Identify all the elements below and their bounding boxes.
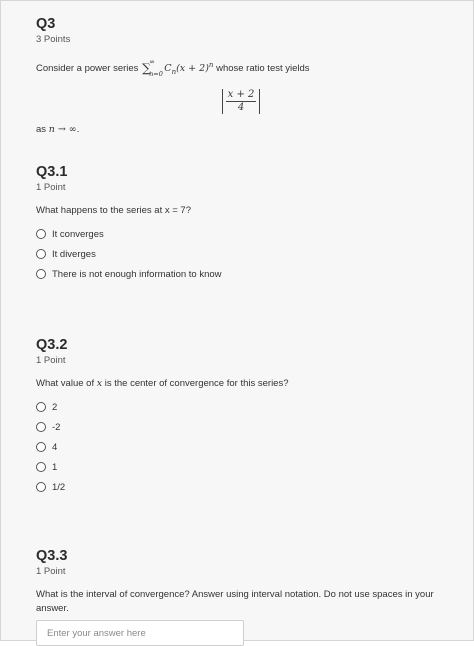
q3-1-option[interactable]: [36, 264, 446, 284]
option-label: 4: [52, 441, 58, 453]
sigma-symbol: ∑: [142, 60, 151, 75]
radio-button[interactable]: [36, 462, 46, 472]
q3-intro-prefix: Consider a power series: [36, 63, 139, 75]
limit-prefix: as: [36, 124, 47, 136]
option-label: 1: [52, 461, 58, 473]
q3-2-question-var: x: [96, 378, 103, 390]
q3-2-title: Q3.2: [36, 337, 68, 354]
option-label: It diverges: [52, 248, 96, 260]
series-pow: n: [208, 61, 214, 69]
q3-1-options: [36, 224, 446, 284]
option-label: There is not enough information to know: [52, 268, 222, 280]
radio-button[interactable]: [36, 229, 46, 239]
q3-2-section: [36, 336, 446, 497]
series-term: [164, 61, 214, 77]
radio-button[interactable]: [36, 482, 46, 492]
radio-button[interactable]: [36, 422, 46, 432]
q3-points: 3 Points: [36, 34, 71, 45]
q3-intro-suffix: whose ratio test yields: [216, 63, 310, 75]
series-term-sub: n: [171, 68, 177, 77]
option-label: -2: [52, 421, 61, 433]
q3-2-option[interactable]: [36, 437, 446, 457]
option-label: 1/2: [52, 481, 66, 493]
q3-1-section: [36, 163, 446, 284]
q3-2-options: [36, 397, 446, 497]
q3-1-option[interactable]: [36, 224, 446, 244]
ratio-denominator: 4: [237, 102, 245, 114]
q3-2-option[interactable]: [36, 417, 446, 437]
q3-3-title: Q3.3: [36, 548, 68, 565]
option-label: It converges: [52, 228, 104, 240]
q3-2-question: [36, 377, 446, 391]
q3-2-option[interactable]: [36, 477, 446, 497]
q3-1-question: What happens to the series at x = 7?: [36, 205, 191, 217]
ratio-expression: [36, 89, 446, 119]
answer-input[interactable]: [36, 620, 244, 646]
ratio-numerator: x + 2: [227, 89, 255, 101]
question-content: [36, 15, 446, 646]
q3-section: [36, 15, 446, 137]
q3-2-option[interactable]: [36, 457, 446, 477]
radio-button[interactable]: [36, 269, 46, 279]
q3-3-question: What is the interval of convergence? Answer using interval notation. Do not use spaces in your answer.: [36, 589, 434, 615]
radio-button[interactable]: [36, 402, 46, 412]
q3-intro: [36, 58, 446, 79]
sum-upper-limit: ∞: [149, 57, 155, 66]
q3-1-points: 1 Point: [36, 182, 66, 194]
q3-2-points: 1 Point: [36, 355, 66, 367]
limit-suffix: .: [76, 124, 80, 136]
series-expr: (x + 2): [176, 63, 209, 75]
q3-1-option[interactable]: [36, 244, 446, 264]
q3-3-section: [36, 547, 446, 646]
q3-title: Q3: [36, 16, 56, 32]
answer-input-wrap: [36, 620, 446, 646]
q3-3-points: 1 Point: [36, 566, 66, 578]
q3-limit: [36, 123, 446, 137]
q3-1-title: Q3.1: [36, 164, 68, 181]
q3-2-question-prefix: What value of: [36, 378, 95, 390]
series-sum: [142, 57, 163, 78]
absolute-value: [222, 89, 261, 114]
ratio-fraction: [226, 89, 257, 114]
q3-2-option[interactable]: [36, 397, 446, 417]
sum-lower-limit: n=0: [149, 69, 163, 78]
limit-expr: n → ∞: [48, 124, 77, 136]
q3-2-question-suffix: is the center of convergence for this series?: [104, 378, 289, 390]
radio-button[interactable]: [36, 249, 46, 259]
radio-button[interactable]: [36, 442, 46, 452]
series-term-letter: C: [164, 63, 172, 75]
option-label: 2: [52, 401, 58, 413]
